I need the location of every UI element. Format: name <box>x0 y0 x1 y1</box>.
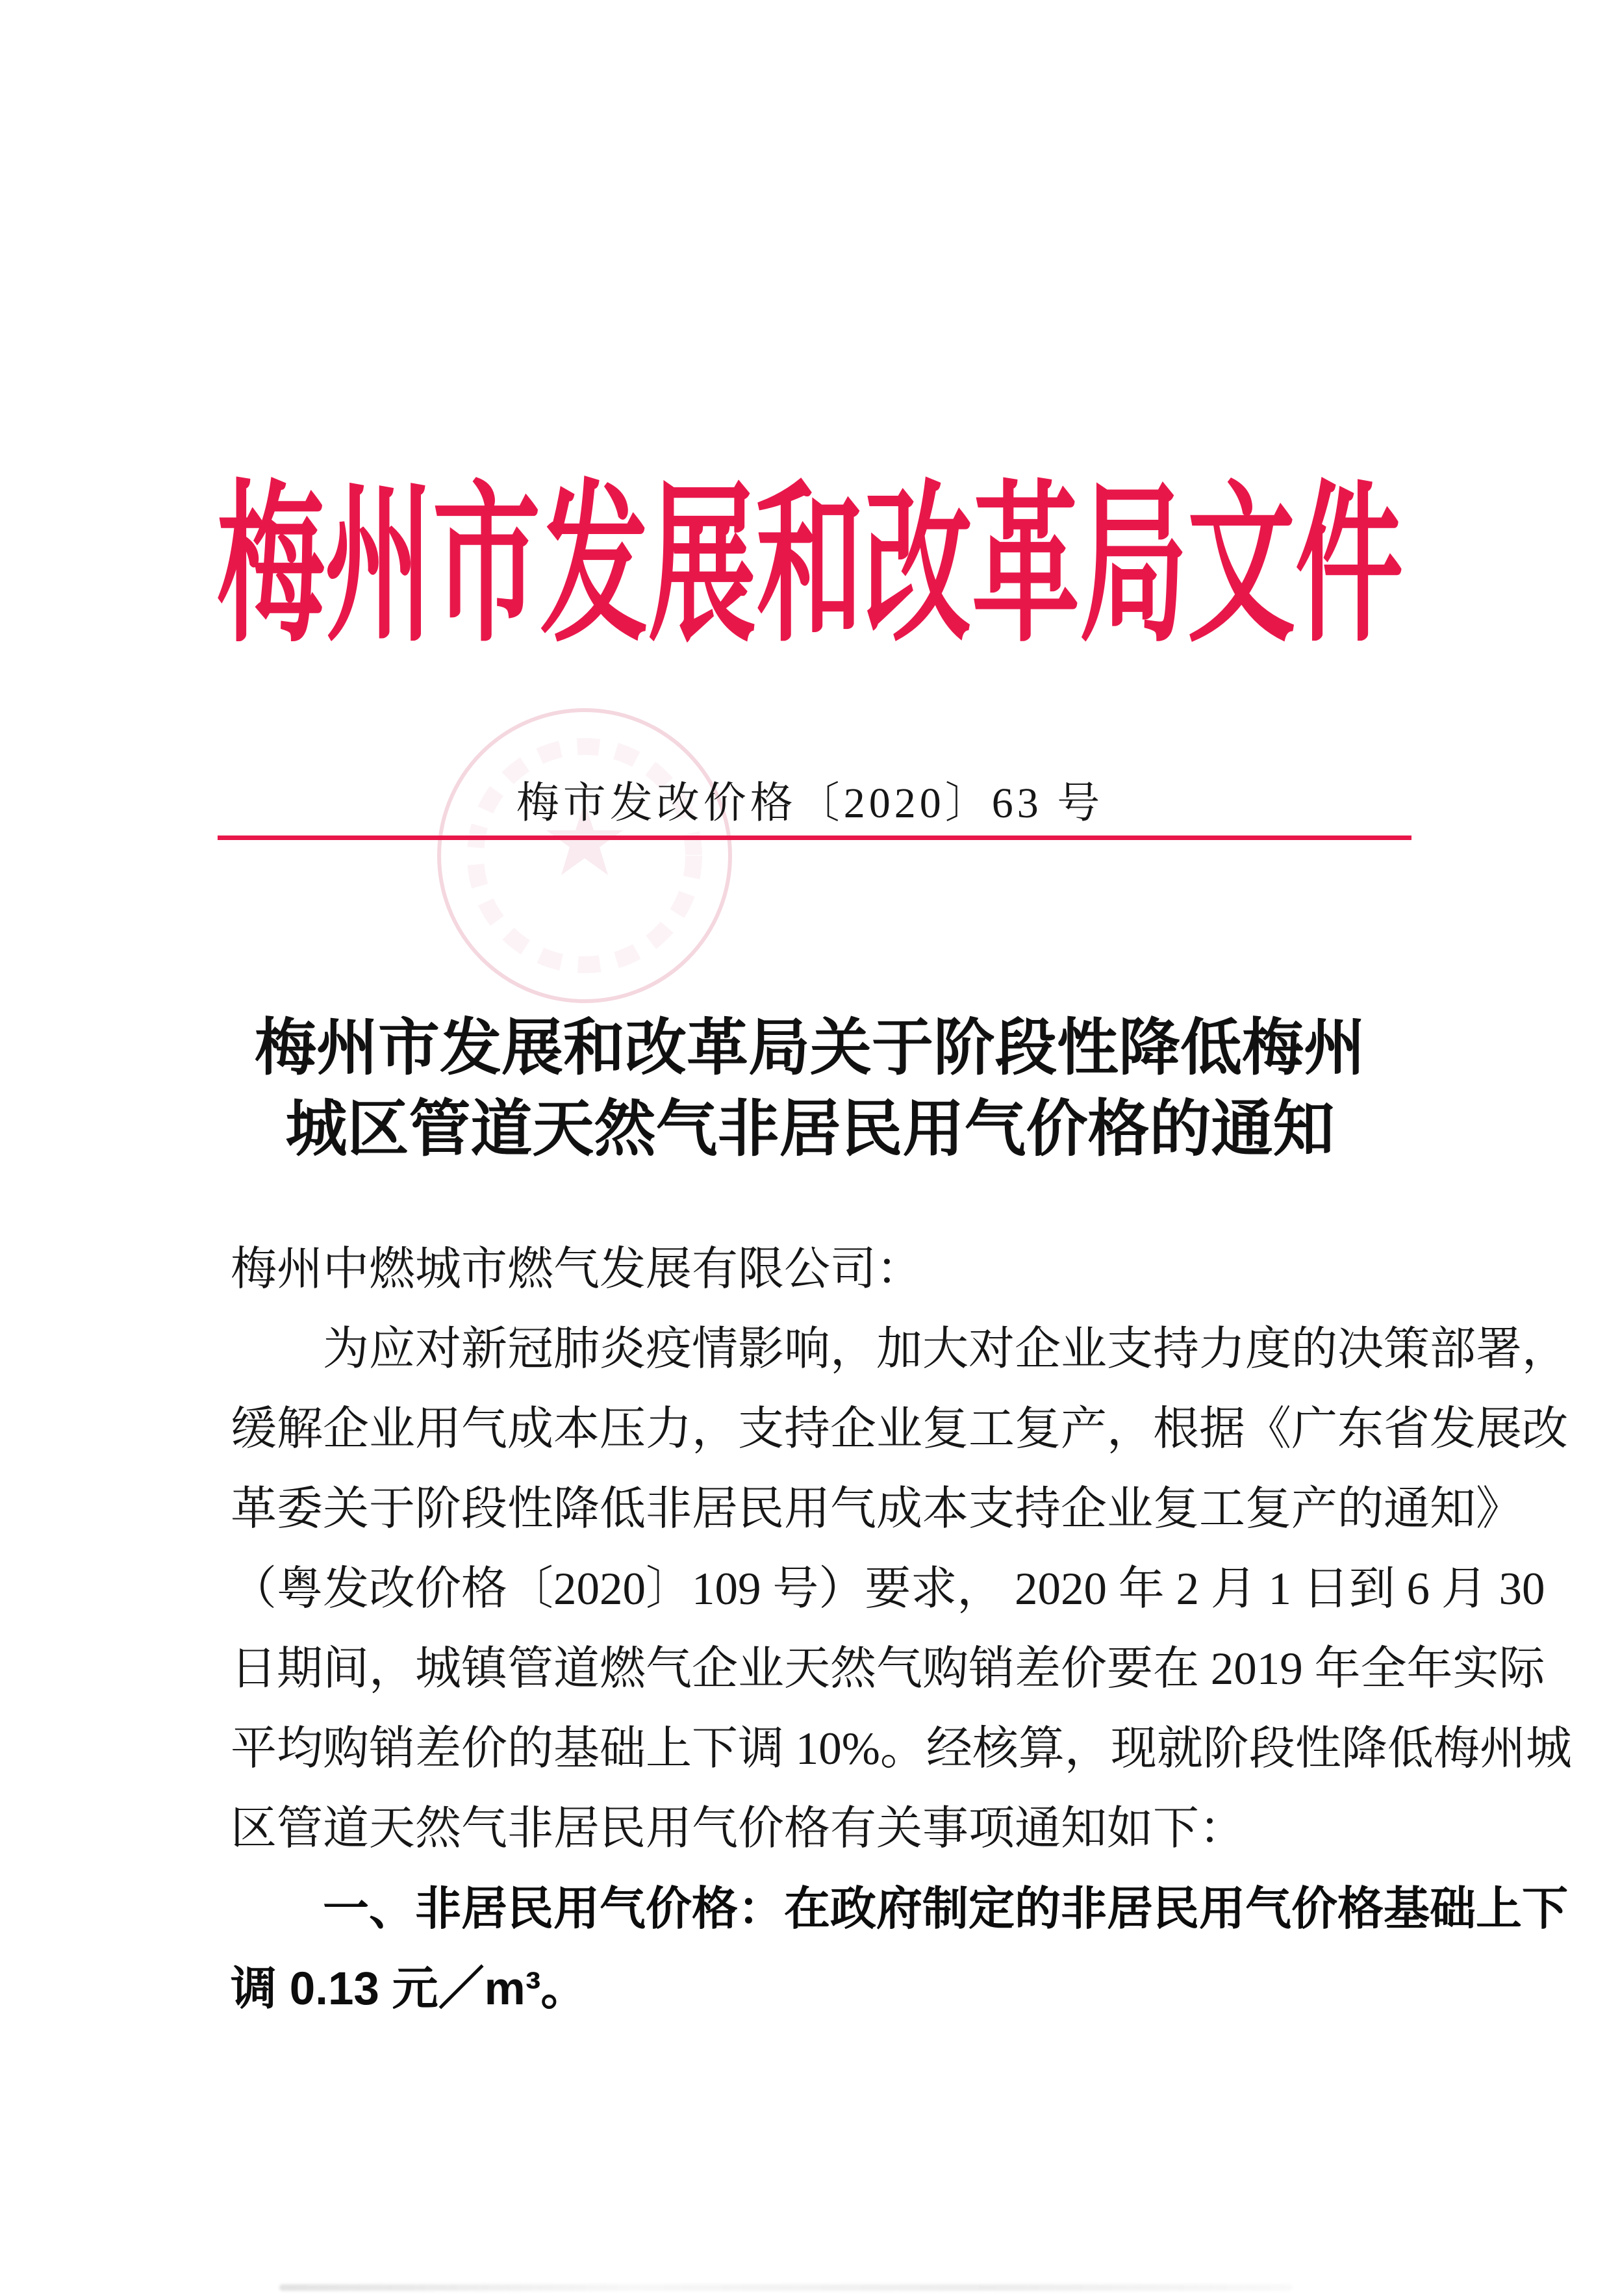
agency-banner-text: 梅州市发展和改革局文件 <box>217 470 1403 663</box>
body-line: 平均购销差价的基础上下调 10%。经核算，现就阶段性降低梅州城 <box>231 1724 1572 1774</box>
body-line: 日期间，城镇管道燃气企业天然气购销差价要在 2019 年全年实际 <box>231 1644 1545 1694</box>
body-line: 缓解企业用气成本压力，支持企业复工复产，根据《广东省发展改 <box>231 1404 1569 1455</box>
notice-body <box>231 1230 1572 2029</box>
agency-banner-title <box>0 470 1620 663</box>
notice-title <box>0 1008 1620 1170</box>
recipient-salutation: 梅州中燃城市燃气发展有限公司： <box>231 1244 923 1295</box>
official-seal-watermark <box>432 703 737 1008</box>
seal-outer-ring <box>439 710 730 1001</box>
notice-title-line2: 城区管道天然气非居民用气价格的通知 <box>285 1095 1335 1164</box>
scan-smudge-artifact <box>279 2284 1293 2291</box>
document-number: 梅市发改价格〔2020〕63 号 <box>516 780 1104 827</box>
body-line-item1-continued: 调 0.13 元／m³。 <box>231 1963 587 2015</box>
body-line: 区管道天然气非居民用气价格有关事项通知如下： <box>231 1804 1246 1854</box>
body-line-item1: 一、非居民用气价格：在政府制定的非居民用气价格基础上下 <box>323 1883 1569 1935</box>
body-line: 为应对新冠肺炎疫情影响，加大对企业支持力度的决策部署， <box>323 1324 1569 1375</box>
notice-title-line1: 梅州市发展和改革局关于阶段性降低梅州 <box>254 1014 1365 1082</box>
body-line: （粤发改价格〔2020〕109 号）要求， 2020 年 2 月 1 日到 6 月 30 <box>231 1564 1545 1614</box>
body-line: 革委关于阶段性降低非居民用气成本支持企业复工复产的通知》 <box>231 1484 1523 1535</box>
red-separator-line <box>218 835 1411 840</box>
